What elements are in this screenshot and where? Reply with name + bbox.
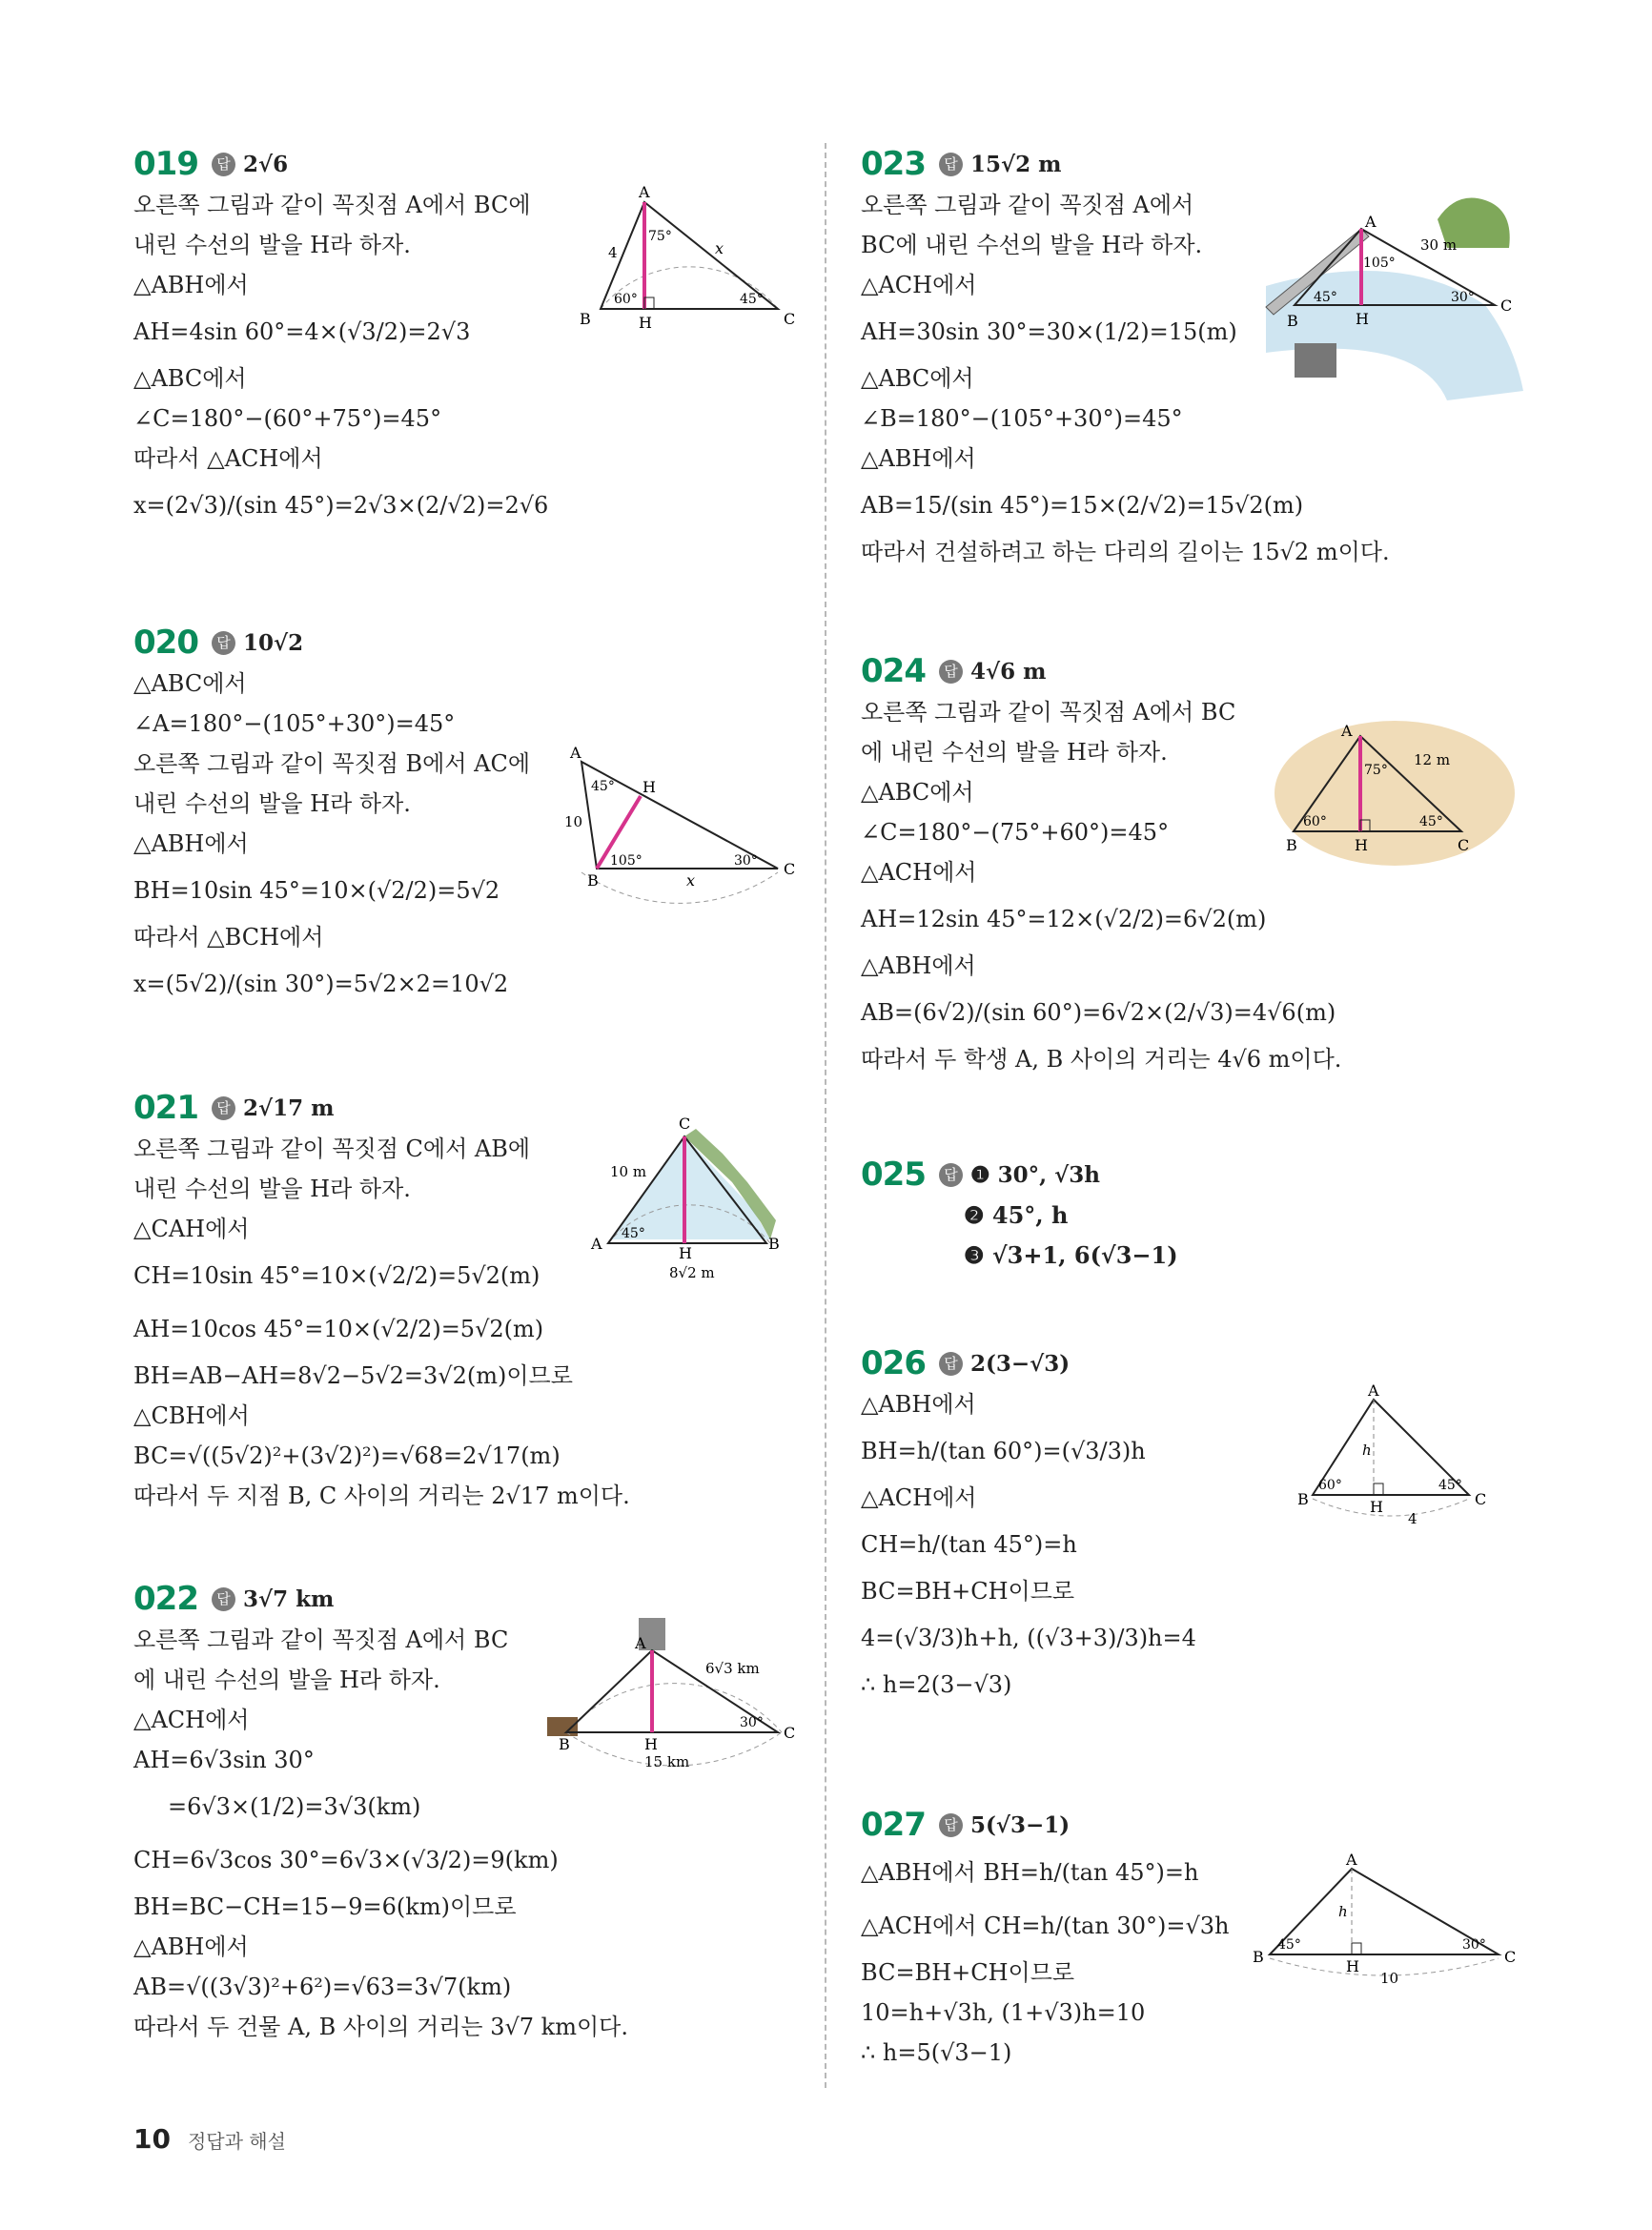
answer: 2√6 xyxy=(242,151,289,177)
label-H: H xyxy=(1356,310,1369,328)
solution-line: △ABH에서 BH=h/(tan 45°)=h xyxy=(861,1859,1199,1886)
answer-mark: 답 xyxy=(939,153,963,176)
problem-number: 027 xyxy=(861,1806,926,1844)
angle-A: 45° xyxy=(622,1226,645,1241)
answer-mark: 답 xyxy=(939,1352,963,1376)
triangle-figure xyxy=(553,741,801,890)
angle-A: 105° xyxy=(1363,256,1396,271)
angle-A: 75° xyxy=(648,229,672,244)
answer-mark: 답 xyxy=(939,1813,963,1837)
label-C: C xyxy=(1500,297,1513,315)
solution-line: 따라서 두 건물 A, B 사이의 거리는 3√7 km이다. xyxy=(133,2014,628,2040)
answer: 3√7 km xyxy=(242,1586,335,1612)
angle-C: 30° xyxy=(734,853,758,869)
solution-line: 오른쪽 그림과 같이 꼭짓점 A에서 xyxy=(861,192,1194,218)
solution-line: AB=√((3√3)²+6²)=√63=3√7(km) xyxy=(133,1974,512,2000)
triangle-figure xyxy=(543,1614,801,1770)
label-C: C xyxy=(784,310,796,328)
label-C: C xyxy=(1504,1948,1517,1966)
column-divider xyxy=(825,143,826,2088)
solution-line: AB=(6√2)/(sin 60°)=6√2×(2/√3)=4√6(m) xyxy=(861,999,1336,1026)
problem-019 xyxy=(133,143,801,532)
solution-line: △ABH에서 xyxy=(133,830,249,857)
footer-title: 정답과 해설 xyxy=(187,2130,286,2153)
answer-part-2: ❷ 45°, h xyxy=(964,1201,1069,1229)
label-H: H xyxy=(1346,1957,1359,1975)
solution-line: AH=4sin 60°=4×(√3/2)=2√3 xyxy=(133,318,471,345)
label-B: B xyxy=(580,310,591,328)
problem-number: 025 xyxy=(861,1156,926,1194)
label-base: 8√2 m xyxy=(669,1264,715,1281)
solution-line: △CAH에서 xyxy=(133,1216,250,1242)
page-footer xyxy=(133,2123,286,2155)
triangle-figure xyxy=(572,183,801,336)
angle-B: 45° xyxy=(1277,1937,1301,1953)
answer-mark: 답 xyxy=(212,1096,235,1120)
angle-B: 60° xyxy=(1303,814,1327,829)
label-x: x xyxy=(715,239,724,257)
label-A: A xyxy=(1365,213,1377,231)
triangle-figure xyxy=(580,1115,799,1287)
label-base: 15 km xyxy=(644,1753,690,1770)
solution-line: 오른쪽 그림과 같이 꼭짓점 A에서 BC xyxy=(861,699,1236,726)
label-H: H xyxy=(679,1244,692,1262)
label-B: B xyxy=(1287,312,1298,330)
solution-line: ∠B=180°−(105°+30°)=45° xyxy=(861,405,1183,432)
triangle-figure xyxy=(1280,1381,1528,1527)
angle-C: 45° xyxy=(740,292,764,307)
solution-line: △ACH에서 xyxy=(861,272,977,298)
solution-line: 따라서 두 학생 A, B 사이의 거리는 4√6 m이다. xyxy=(861,1046,1342,1073)
problem-026 xyxy=(861,1342,1547,1705)
solution-line: x=(2√3)/(sin 45°)=2√3×(2/√2)=2√6 xyxy=(133,492,549,519)
solution-line: BC=√((5√2)²+(3√2)²)=√68=2√17(m) xyxy=(133,1442,561,1469)
solution-line: 4=(√3/3)h+h, ((√3+3)/3)h=4 xyxy=(861,1625,1196,1651)
solution-line: 따라서 △BCH에서 xyxy=(133,924,324,951)
label-side: 10 m xyxy=(610,1163,647,1180)
label-base: 4 xyxy=(1408,1510,1417,1527)
label-A: A xyxy=(1368,1381,1379,1400)
answer: 4√6 m xyxy=(969,658,1047,685)
label-x: x xyxy=(686,871,696,890)
angle-C: 45° xyxy=(1438,1478,1462,1493)
solution-line: △ABH에서 xyxy=(861,445,976,472)
solution-line: 따라서 △ACH에서 xyxy=(133,445,323,472)
label-B: B xyxy=(1297,1490,1309,1508)
solution-line: 10=h+√3h, (1+√3)h=10 xyxy=(861,1999,1146,2026)
angle-B: 45° xyxy=(1314,290,1337,305)
label-side: 6√3 km xyxy=(705,1660,760,1677)
label-C: C xyxy=(679,1115,691,1133)
label-side: 10 xyxy=(564,813,583,830)
problem-020 xyxy=(133,622,801,1011)
solution-line: BH=h/(tan 60°)=(√3/3)h xyxy=(861,1438,1146,1464)
label-C: C xyxy=(784,1724,796,1742)
label-H: H xyxy=(639,314,652,332)
angle-A: 75° xyxy=(1364,763,1388,778)
angle-B: 105° xyxy=(610,853,642,869)
problem-023 xyxy=(861,143,1547,572)
answer: 10√2 xyxy=(242,629,304,656)
label-side: 12 m xyxy=(1414,751,1451,768)
solution-line: 오른쪽 그림과 같이 꼭짓점 A에서 BC에 xyxy=(133,192,531,218)
answer: 5(√3−1) xyxy=(969,1811,1071,1838)
solution-line: 따라서 건설하려고 하는 다리의 길이는 15√2 m이다. xyxy=(861,539,1390,565)
problem-number: 019 xyxy=(133,145,198,183)
solution-line: AB=15/(sin 45°)=15×(2/√2)=15√2(m) xyxy=(861,492,1304,519)
label-h: h xyxy=(1362,1442,1372,1459)
answer-mark: 답 xyxy=(939,1163,963,1187)
problem-025 xyxy=(861,1154,1547,1276)
solution-line: CH=10sin 45°=10×(√2/2)=5√2(m) xyxy=(133,1262,540,1289)
answer-mark: 답 xyxy=(212,1587,235,1611)
solution-line: CH=6√3cos 30°=6√3×(√3/2)=9(km) xyxy=(133,1847,559,1873)
solution-line: △ABC에서 xyxy=(861,779,974,806)
angle-B: 60° xyxy=(1318,1478,1342,1493)
solution-line: △ACH에서 xyxy=(861,859,977,886)
solution-line: 에 내린 수선의 발을 H라 하자. xyxy=(133,1667,440,1693)
solution-line: ∠C=180°−(75°+60°)=45° xyxy=(861,819,1170,846)
solution-line: ∠A=180°−(105°+30°)=45° xyxy=(133,710,456,737)
solution-line: AH=6√3sin 30° xyxy=(133,1747,315,1773)
answer: 15√2 m xyxy=(969,151,1062,177)
solution-line: △ABC에서 xyxy=(133,670,247,697)
answer: 2√17 m xyxy=(242,1095,335,1121)
label-side: 4 xyxy=(608,244,618,261)
answer-mark: 답 xyxy=(939,660,963,684)
solution-line: 내린 수선의 발을 H라 하자. xyxy=(133,790,411,817)
problem-024 xyxy=(861,650,1547,1079)
solution-line: △ABH에서 xyxy=(861,952,976,979)
problem-number: 024 xyxy=(861,652,926,690)
label-A: A xyxy=(639,183,650,201)
angle-C: 45° xyxy=(1419,814,1443,829)
answer: 2(3−√3) xyxy=(969,1350,1071,1377)
label-B: B xyxy=(587,871,599,890)
label-B: B xyxy=(768,1235,780,1253)
problem-021 xyxy=(133,1087,801,1516)
solution-line: 내린 수선의 발을 H라 하자. xyxy=(133,1176,411,1202)
solution-line: ∴ h=5(√3−1) xyxy=(861,2039,1012,2066)
angle-A: 45° xyxy=(591,779,615,794)
answer: ❶ 30°, √3h xyxy=(969,1161,1100,1188)
solution-line: BH=BC−CH=15−9=6(km)이므로 xyxy=(133,1893,517,1920)
triangle-figure xyxy=(1271,698,1519,869)
solution-line: △ABH에서 xyxy=(861,1391,976,1418)
angle-B: 60° xyxy=(614,292,638,307)
solution-line: △ABC에서 xyxy=(133,365,247,392)
solution-line: BC에 내린 수선의 발을 H라 하자. xyxy=(861,232,1203,258)
label-C: C xyxy=(784,860,796,878)
solution-line: AH=10cos 45°=10×(√2/2)=5√2(m) xyxy=(133,1316,544,1342)
solution-line: x=(5√2)/(sin 30°)=5√2×2=10√2 xyxy=(133,971,509,997)
problem-number: 022 xyxy=(133,1580,198,1618)
solution-line: BC=BH+CH이므로 xyxy=(861,1959,1075,1986)
solution-line: △CBH에서 xyxy=(133,1402,250,1429)
label-C: C xyxy=(1458,836,1470,854)
label-h: h xyxy=(1338,1903,1348,1920)
solution-line: BC=BH+CH이므로 xyxy=(861,1578,1075,1605)
problem-027 xyxy=(861,1804,1547,2073)
problem-022 xyxy=(133,1578,801,2047)
solution-line: AH=12sin 45°=12×(√2/2)=6√2(m) xyxy=(861,906,1267,932)
solution-line: AH=30sin 30°=30×(1/2)=15(m) xyxy=(861,318,1237,345)
label-H: H xyxy=(644,1735,658,1753)
label-A: A xyxy=(591,1235,602,1253)
label-base: 10 xyxy=(1380,1970,1399,1987)
solution-line: △ABH에서 xyxy=(133,272,249,298)
page-number: 10 xyxy=(133,2123,171,2155)
label-A: A xyxy=(1341,722,1353,740)
solution-line: △ACH에서 xyxy=(133,1707,250,1733)
problem-number: 021 xyxy=(133,1089,198,1127)
answer-mark: 답 xyxy=(212,631,235,655)
label-B: B xyxy=(1253,1948,1264,1966)
answer-part-3: ❸ √3+1, 6(√3−1) xyxy=(964,1241,1178,1269)
label-A: A xyxy=(1346,1851,1357,1869)
problem-number: 020 xyxy=(133,624,198,662)
solution-line: △ACH에서 xyxy=(861,1484,977,1511)
angle-C: 30° xyxy=(740,1715,764,1730)
triangle-figure xyxy=(1256,191,1533,400)
problem-number: 023 xyxy=(861,145,926,183)
label-side: 30 m xyxy=(1420,236,1458,254)
triangle-figure xyxy=(1237,1850,1533,1987)
solution-line: BH=10sin 45°=10×(√2/2)=5√2 xyxy=(133,877,500,904)
solution-line: 내린 수선의 발을 H라 하자. xyxy=(133,232,411,258)
problem-number: 026 xyxy=(861,1344,926,1382)
solution-line: =6√3×(1/2)=3√3(km) xyxy=(168,1793,421,1820)
answer-mark: 답 xyxy=(212,153,235,176)
label-H: H xyxy=(1355,836,1368,854)
solution-line: △ABC에서 xyxy=(861,365,974,392)
label-B: B xyxy=(1286,836,1297,854)
label-H: H xyxy=(1370,1498,1383,1516)
label-A: A xyxy=(570,744,581,762)
solution-line: CH=h/(tan 45°)=h xyxy=(861,1531,1077,1558)
label-B: B xyxy=(559,1735,570,1753)
solution-line: △ACH에서 CH=h/(tan 30°)=√3h xyxy=(861,1913,1230,1939)
angle-C: 30° xyxy=(1462,1937,1486,1953)
label-A: A xyxy=(635,1634,646,1652)
solution-line: 에 내린 수선의 발을 H라 하자. xyxy=(861,739,1168,766)
solution-line: 오른쪽 그림과 같이 꼭짓점 C에서 AB에 xyxy=(133,1135,531,1162)
solution-line: BH=AB−AH=8√2−5√2=3√2(m)이므로 xyxy=(133,1362,573,1389)
solution-line: 오른쪽 그림과 같이 꼭짓점 A에서 BC xyxy=(133,1626,509,1653)
label-C: C xyxy=(1475,1490,1487,1508)
label-H: H xyxy=(642,778,656,796)
solution-line: △ABH에서 xyxy=(133,1933,249,1960)
solution-line: ∠C=180°−(60°+75°)=45° xyxy=(133,405,442,432)
angle-C: 30° xyxy=(1451,290,1475,305)
solution-line: 오른쪽 그림과 같이 꼭짓점 B에서 AC에 xyxy=(133,750,531,777)
solution-line: ∴ h=2(3−√3) xyxy=(861,1671,1012,1698)
solution-line: 따라서 두 지점 B, C 사이의 거리는 2√17 m이다. xyxy=(133,1483,630,1509)
